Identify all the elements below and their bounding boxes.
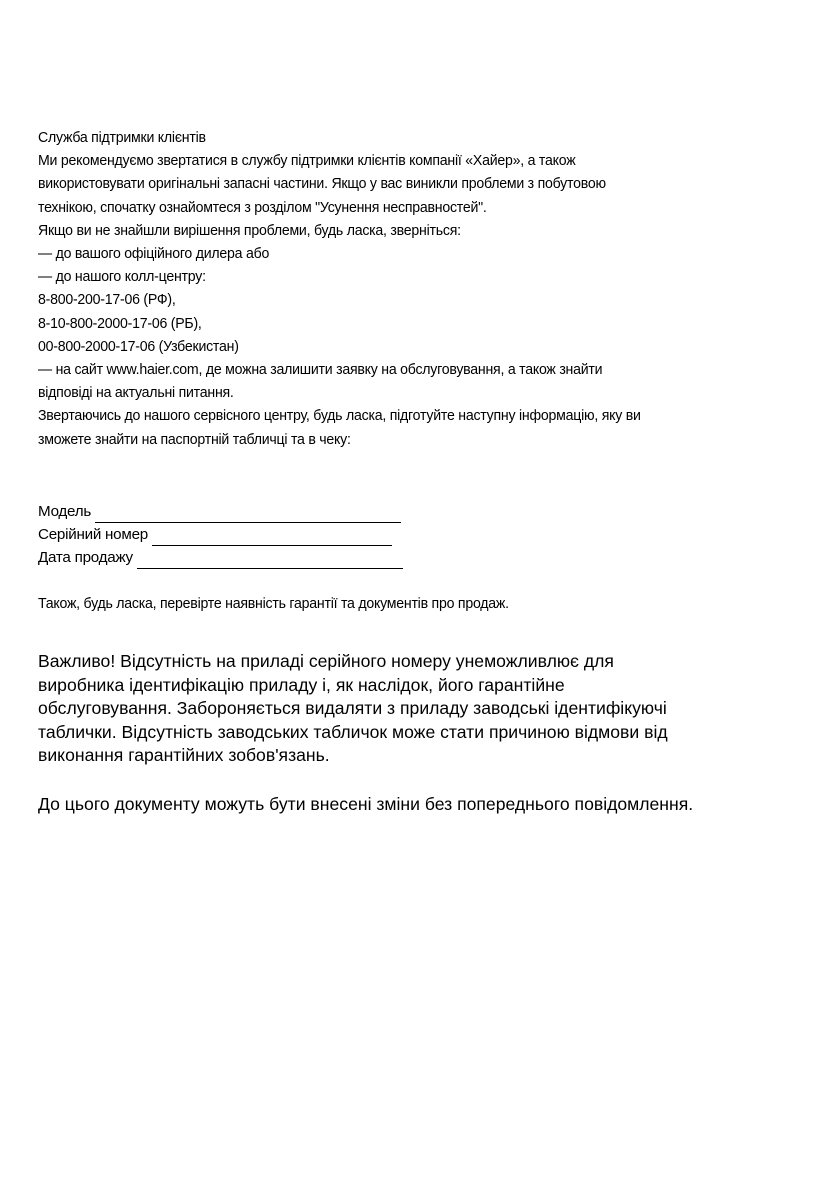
contact-dealer: — до вашого офіційного дилера або <box>38 245 270 263</box>
sale-date-blank-line <box>137 551 403 569</box>
prepare-info-line: Звертаючись до нашого сервісного центру, будь ласка, підготуйте наступну інформацію, яку ви <box>38 407 641 425</box>
phone-rf: 8-800-200-17-06 (РФ), <box>38 291 176 309</box>
model-row <box>38 500 403 523</box>
important-line: таблички. Відсутність заводських табличок може стати причиною відмови від <box>38 721 668 742</box>
support-paragraph-line: Якщо ви не знайшли вирішення проблеми, будь ласка, зверніться: <box>38 221 461 239</box>
serial-row <box>38 523 403 546</box>
sale-date-row <box>38 546 403 569</box>
important-line: обслуговування. Забороняється видаляти з приладу заводські ідентифікуючі <box>38 698 667 719</box>
change-notice: До цього документу можуть бути внесені зміни без попереднього повідомлення. <box>38 794 694 814</box>
support-paragraph-line: використовувати оригінальні запасні частини. Якщо у вас виникли проблеми з побутовою <box>38 175 606 193</box>
model-label: Модель <box>38 503 92 520</box>
important-line: виконання гарантійних зобов'язань. <box>38 745 330 766</box>
contact-website-cont: відповіді на актуальні питання. <box>38 384 234 402</box>
support-paragraph-line: Ми рекомендуємо звертатися в службу підтримки клієнтів компанії «Хайер», а також <box>38 152 576 170</box>
important-line: Важливо! Відсутність на приладі серійного номеру унеможливлює для <box>38 651 614 671</box>
support-paragraph-line: технікою, спочатку ознайомтеся з розділом "Усунення несправностей". <box>38 198 487 216</box>
important-notice <box>38 650 818 768</box>
support-title: Служба підтримки клієнтів <box>38 129 206 146</box>
contact-call-center: — до нашого колл-центру: <box>38 268 206 286</box>
sale-date-label: Дата продажу <box>38 549 133 566</box>
serial-label: Серійний номер <box>38 526 148 543</box>
support-section <box>38 126 754 451</box>
warranty-check-note: Також, будь ласка, перевірте наявність гарантії та документів про продаж. <box>38 595 509 612</box>
product-info-form <box>38 500 403 569</box>
serial-blank-line <box>152 528 392 546</box>
model-blank-line <box>95 505 401 523</box>
prepare-info-line: зможете знайти на паспортній табличці та в чеку: <box>38 430 351 448</box>
phone-rb: 8-10-800-2000-17-06 (РБ), <box>38 314 202 332</box>
important-line: виробника ідентифікацію приладу і, як наслідок, його гарантійне <box>38 674 565 695</box>
contact-website: — на сайт www.haier.com, де можна залишити заявку на обслуговування, а також знайти <box>38 361 603 379</box>
phone-uz: 00-800-2000-17-06 (Узбекистан) <box>38 337 239 355</box>
